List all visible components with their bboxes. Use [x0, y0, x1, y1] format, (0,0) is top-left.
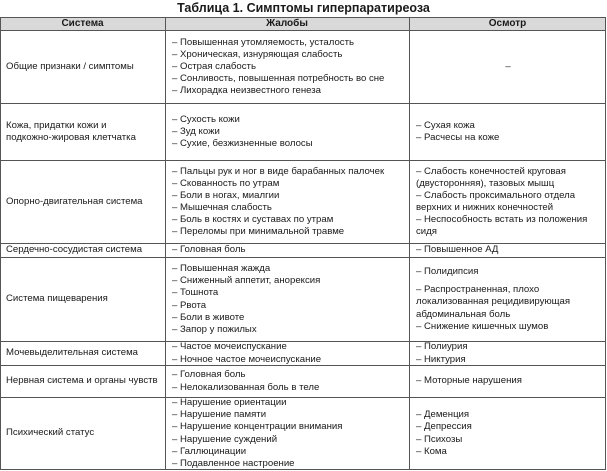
- list-item: – Острая слабость: [172, 60, 256, 72]
- system-label: [6, 61, 134, 73]
- list-item: – Снижение кишечных шумов: [416, 320, 549, 332]
- system-label: [6, 196, 143, 208]
- list-item: – Сухость кожи: [172, 113, 240, 125]
- list-item: – Полиурия: [416, 341, 468, 353]
- cell-exam: [410, 244, 606, 257]
- list-item: – Сухие, безжизненные волосы: [172, 138, 313, 150]
- list-item: – Моторные нарушения: [416, 375, 522, 387]
- list-item: – Ночное частое мочеиспускание: [172, 353, 322, 365]
- cell-exam: [410, 342, 606, 365]
- list-item: – Тошнота: [172, 287, 219, 299]
- system-text: Нервная система и органы чувств: [6, 375, 158, 387]
- list-item: (двусторонняя), тазовых мышц: [416, 177, 555, 189]
- list-item: – Скованность по утрам: [172, 177, 280, 189]
- system-text: Сердечно-сосудистая система: [6, 244, 143, 256]
- cell-system: [1, 366, 165, 397]
- list-item: – Слабость конечностей круговая: [416, 165, 566, 177]
- cell-system: [1, 244, 165, 257]
- list-item: – Сонливость, повышенная потребность во сне: [172, 73, 385, 85]
- list-item: – Расчесы на коже: [416, 132, 500, 143]
- list-item: – Боли в животе: [172, 311, 245, 323]
- cell-complaints: [166, 161, 409, 243]
- system-label: [6, 427, 94, 439]
- list-item: верхних и нижних конечностей: [416, 202, 554, 213]
- list-item: – Распространенная, плохо: [416, 284, 540, 296]
- cell-system: [1, 161, 165, 243]
- list-item: – Деменция: [416, 409, 470, 421]
- list-item: – Неспособность встать из положения: [416, 214, 588, 226]
- cell-exam: [410, 366, 606, 397]
- list-item: – Нарушение ориентации: [172, 397, 287, 409]
- system-text: подкожно-жировая клетчатка: [6, 132, 136, 143]
- system-text: Психический статус: [6, 427, 95, 439]
- row-divider: [0, 17, 606, 18]
- cell-system: [1, 258, 165, 341]
- list-item: – Слабость проксимального отдела: [416, 189, 576, 201]
- list-item: – Рвота: [172, 299, 207, 311]
- cell-complaints: [166, 104, 409, 160]
- cell-system: [1, 342, 165, 365]
- cell-complaints: [166, 398, 409, 469]
- list-item: – Нарушение концентрации внимания: [172, 421, 343, 433]
- list-item: – Сухая кожа: [416, 119, 475, 131]
- cell-exam: [410, 161, 606, 243]
- system-text: Система пищеварения: [6, 293, 108, 305]
- cell-exam: [410, 398, 606, 469]
- list-item: локализованная рецидивирующая: [416, 296, 571, 308]
- list-item: – Переломы при минимальной травме: [172, 226, 345, 238]
- list-item: – Галлюцинации: [172, 445, 247, 457]
- list-item: – Пальцы рук и ног в виде барабанных палочек: [172, 165, 385, 177]
- system-label: [6, 347, 138, 359]
- list-item: – Нелокализованная боль в теле: [172, 381, 320, 393]
- table-title: Таблица 1. Симптомы гиперпаратиреоза: [177, 1, 430, 15]
- list-item: – Повышенное АД: [416, 244, 499, 256]
- list-item: – Нарушение памяти: [172, 409, 267, 421]
- list-item: сидя: [416, 226, 437, 238]
- cell-exam: [410, 104, 606, 160]
- list-item: – Сниженный аппетит, анорексия: [172, 275, 321, 287]
- system-text: Кожа, придатки кожи и: [6, 119, 107, 131]
- cell-complaints: [166, 258, 409, 341]
- list-item: – Повышенная утомляемость, усталость: [172, 36, 354, 48]
- list-item: – Зуд кожи: [172, 125, 220, 137]
- system-text: Мочевыделительная система: [6, 347, 139, 359]
- list-item: – Подавленное настроение: [172, 457, 295, 469]
- list-item: – Головная боль: [172, 244, 246, 256]
- list-item: – Никтурия: [416, 353, 466, 365]
- list-item: – Головная боль: [172, 369, 246, 381]
- system-label: [6, 244, 142, 256]
- list-item: – Депрессия: [416, 421, 472, 433]
- list-item: – Боль в костях и суставах по утрам: [172, 214, 334, 226]
- list-item: – Повышенная жажда: [172, 263, 271, 275]
- list-item: –: [505, 60, 511, 72]
- list-item: – Боли в ногах, миалгии: [172, 189, 280, 201]
- system-text: Опорно-двигательная система: [6, 195, 143, 207]
- list-item: – Лихорадка неизвестного генеза: [172, 85, 321, 97]
- header-exam: Осмотр: [409, 17, 606, 30]
- header-complaints: Жалобы: [165, 17, 409, 30]
- system-label: [6, 120, 136, 144]
- cell-exam: [410, 31, 606, 103]
- cell-complaints: [166, 342, 409, 365]
- cell-complaints: [166, 366, 409, 397]
- system-label: [6, 375, 158, 387]
- list-item: – Мышечная слабость: [172, 202, 272, 213]
- symptoms-table: [0, 17, 606, 470]
- cell-system: [1, 398, 165, 469]
- list-item: – Кома: [416, 445, 447, 457]
- cell-complaints: [166, 31, 409, 103]
- list-item: абдоминальная боль: [416, 308, 511, 320]
- cell-exam: [410, 258, 606, 341]
- cell-system: [1, 104, 165, 160]
- list-item: – Запор у пожилых: [172, 323, 257, 335]
- list-item: – Полидипсия: [416, 266, 479, 278]
- list-item: – Психозы: [416, 433, 463, 445]
- list-item: – Хроническая, изнуряющая слабость: [172, 48, 343, 60]
- system-text: Общие признаки / симптомы: [6, 60, 134, 72]
- system-label: [6, 293, 108, 305]
- list-item: – Частое мочеиспускание: [172, 341, 287, 353]
- cell-system: [1, 31, 165, 103]
- header-system: Система: [0, 17, 165, 30]
- cell-complaints: [166, 244, 409, 257]
- list-item: – Нарушение суждений: [172, 433, 278, 445]
